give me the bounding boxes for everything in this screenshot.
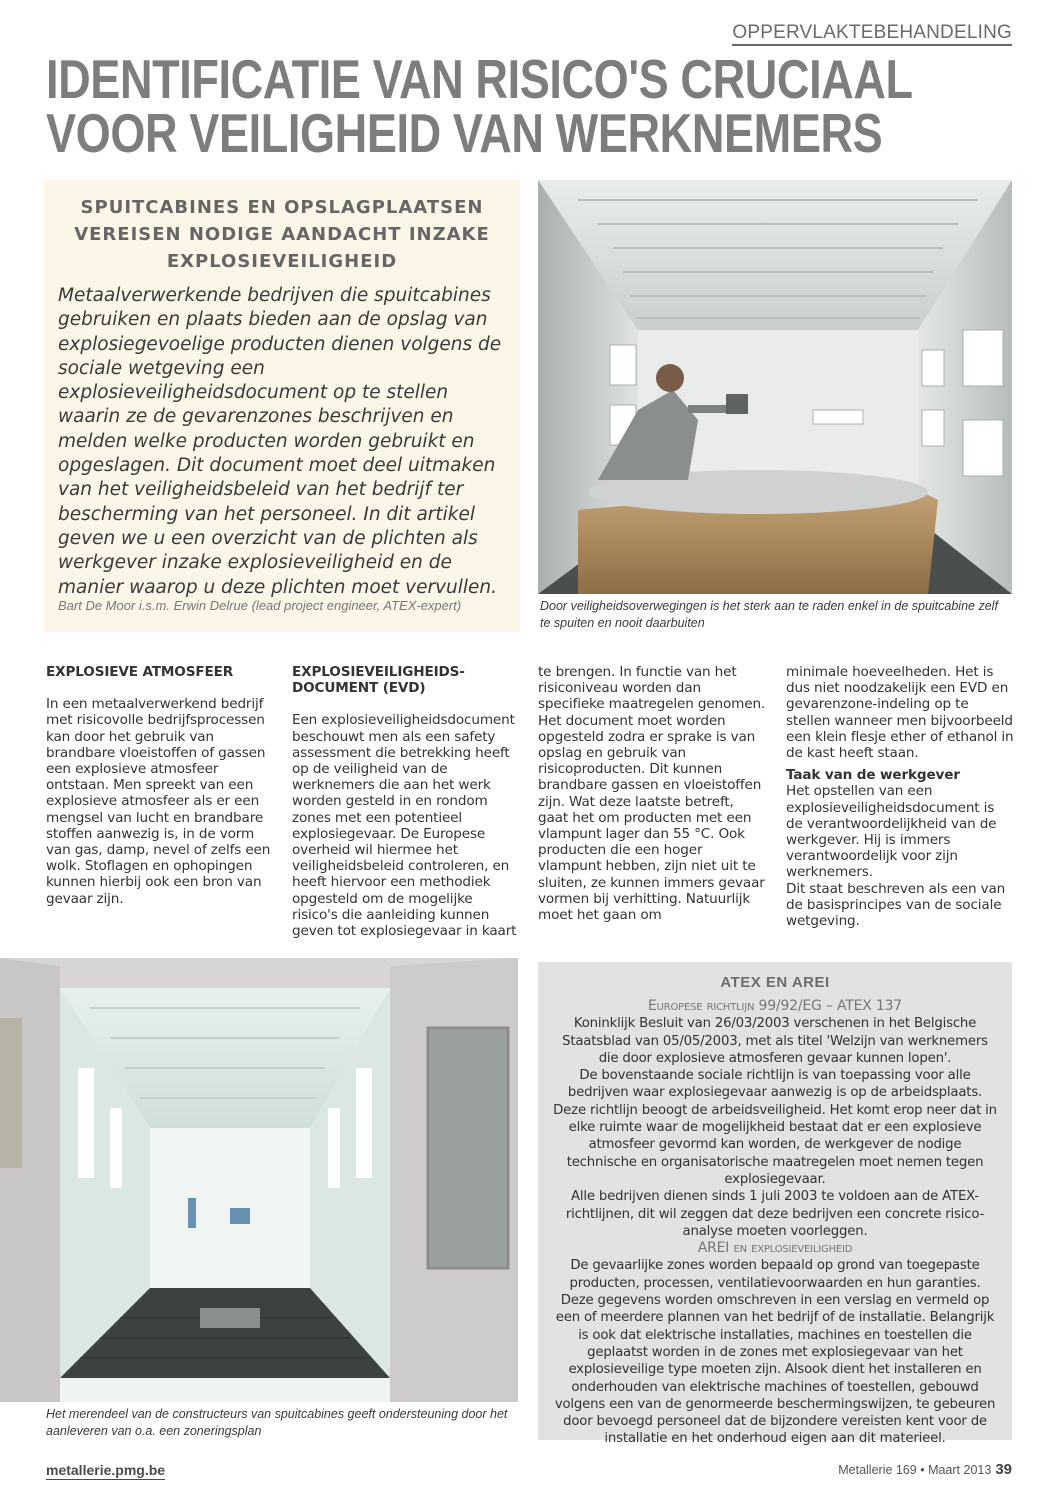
intro-text: Metaalverwerkende bedrijven die spuitcabines gebruiken en plaats bieden aan de opslag van explosiegevoelige producten dienen volgens de sociale wetgeving een explosieveiligheidsdocument op te stellen waarin ze de gevarenzones beschrijven en melden welke producten worden gebruikt en opgeslagen. Dit document moet deel uitmaken van het veiligheidsbeleid van het bedrijf ter bescherming van het personeel. In dit artikel geven we u een overzicht van de plichten als werkgever inzake explosieveiligheid en de manier waarop u deze plichten moet vervullen.: [58, 285, 502, 598]
heading-evd: EXPLOSIEVEILIGHEIDS-DOCUMENT (EVD): [292, 664, 465, 697]
column-4-text-2: Het opstellen van een explosieveiligheidsdocument is de verantwoordelijkheid van de werkgever. Hij is immers verantwoordelijk voor zijn werknemers.: [786, 783, 997, 881]
column-4-text-3: Dit staat beschreven als een van de basisprincipes van de sociale wetgeving.: [786, 880, 1006, 930]
headline-line-2: VOOR VEILIGHEID VAN WERKNEMERS: [46, 102, 883, 164]
page-number: 39: [995, 1461, 1012, 1478]
atex-paragraph-1: Koninklijk Besluit van 26/03/2003 verschenen in het Belgische Staatsblad van 05/05/2003, met als titel 'Welzijn van werknemers die door explosieve atmosferen gevaar kunnen lopen'.: [562, 1016, 988, 1066]
section-label: OPPERVLAKTEBEHANDELING: [732, 22, 1012, 46]
intro-title: SPUITCABINES EN OPSLAGPLAATSEN VEREISEN NODIGE AANDACHT INZAKE EXPLOSIEVEILIGHEID: [74, 197, 490, 272]
headline-line-1: IDENTIFICATIE VAN RISICO'S CRUCIAAL: [46, 48, 913, 110]
footer-website-link[interactable]: metallerie.pmg.be: [46, 1462, 166, 1478]
column-3: [538, 664, 766, 923]
column-1-text: In een metaalverwerkend bedrijf met risicovolle bedrijfsprocessen kan door het gebruik van brandbare vloeistoffen of gassen een explosieve atmosfeer ontstaan. Men spreekt van een explosieve atmosfeer als er een mengsel van lucht en brandbare stoffen aanwezig is, in de vorm van gas, damp, nevel of zelfs een wolk. Stoflagen en ophopingen kunnen hierbij ook een bron van gevaar zijn.: [46, 696, 271, 907]
atex-paragraph-3: Alle bedrijven dienen sinds 1 juli 2003 te voldoen aan de ATEX-richtlijnen, dit wil zeggen dat deze bedrijven een concrete risico-analyse moeten voorleggen.: [565, 1189, 985, 1239]
empty-booth-illustration: [0, 958, 518, 1402]
column-4: [786, 664, 1014, 929]
spray-booth-illustration: [538, 180, 1012, 594]
heading-explosieve-atmosfeer: EXPLOSIEVE ATMOSFEER: [46, 664, 234, 680]
intro-box: [44, 180, 520, 632]
author-credit: Bart De Moor i.s.m. Erwin Delrue (lead project engineer, ATEX-expert): [58, 598, 462, 613]
photo-top-caption: Door veiligheidsoverwegingen is het sterk aan te raden enkel in de spuitcabine zelf te spuiten en nooit daarbuiten: [540, 599, 998, 630]
column-2-text: Een explosieveiligheidsdocument beschouwt men als een safety assessment die betrekking heeft op de veiligheid van de werknemers die aan het werk worden gesteld in en rondom zones met een potentieel explosiegevaar. De Europese overheid wil hiermee het veiligheidsbeleid controleren, en heeft hiervoor een methodiek opgesteld om de mogelijke risico's die aanleiding kunnen geven tot explosiegevaar in kaart: [292, 712, 517, 940]
photo-bottom-caption: Het merendeel van de constructeurs van spuitcabines geeft ondersteuning door het aanleveren van o.a. een zoneringsplan: [46, 1407, 508, 1438]
atex-body: [552, 998, 998, 1448]
footer-issue: [838, 1461, 1012, 1478]
atex-subheading-2: AREI en explosieveiligheid: [697, 1240, 853, 1257]
column-2: [292, 664, 520, 939]
heading-taak-werkgever: Taak van de werkgever: [786, 767, 960, 784]
column-1: [46, 664, 274, 907]
atex-title: ATEX EN AREI: [720, 974, 830, 991]
atex-paragraph-4: De gevaarlijke zones worden bepaald op grond van toegepaste producten, processen, ventilatievoorwaarden en hun garanties. Deze gegevens worden omschreven in een verslag en vermeld op een of meerdere plannen van het bedrijf of de installatie. Belangrijk is ook dat elektrische installaties, machines en toestellen die geplaatst worden in de zones met explosiegevaar van het explosieveilige type moeten zijn. Alsook dient het installeren en onderhouden van elektrische machines of toestellen, gebouwd volgens een van de genormeerde beschermingswijzen, te gebeuren door bevoegd personeel dat de bijzondere vereisten kent voor de installatie en het onderhoud eigen aan dit materieel.: [554, 1258, 996, 1447]
atex-info-box: [538, 962, 1012, 1447]
headline: [46, 48, 913, 164]
issue-label: Metallerie 169 • Maart 2013: [838, 1463, 992, 1477]
column-4-text: minimale hoeveelheden. Het is dus niet noodzakelijk een EVD en gevarenzone-indeling op te stellen wanneer men bijvoorbeeld een klein flesje ether of ethanol in de kast heeft staan.: [786, 664, 1014, 762]
empty-booth-photo: [0, 958, 518, 1402]
atex-subheading-1: Europese richtlijn 99/92/EG – ATEX 137: [647, 998, 903, 1014]
atex-paragraph-2: De bovenstaande sociale richtlijn is van toepassing voor alle bedrijven waar explosiegevaar aanwezig is op de arbeidsplaats. Deze richtlijn beoogt de arbeidsveiligheid. Het komt erop neer dat in elke ruimte waar de mogelijkheid bestaat dat er een explosieve atmosfeer gevormd kan worden, de werkgever de nodige technische en organisatorische maatregelen moet nemen tegen explosiegevaar.: [553, 1068, 997, 1187]
spray-booth-photo: [538, 180, 1012, 594]
column-3-text: te brengen. In functie van het risiconiveau worden dan specifieke maatregelen genomen. Het document moet worden opgesteld zodra er sprake is van opslag en gebruik van risicoproducten. Dit kunnen brandbare gassen en vloeistoffen zijn. Wat deze laatste betreft, gaat het om producten met een vlampunt lager dan 55 °C. Ook producten die een hoger vlampunt hebben, zijn niet uit te sluiten, ze kunnen immers gevaar vormen bij verhitting. Natuurlijk moet het gaan om: [538, 664, 766, 924]
